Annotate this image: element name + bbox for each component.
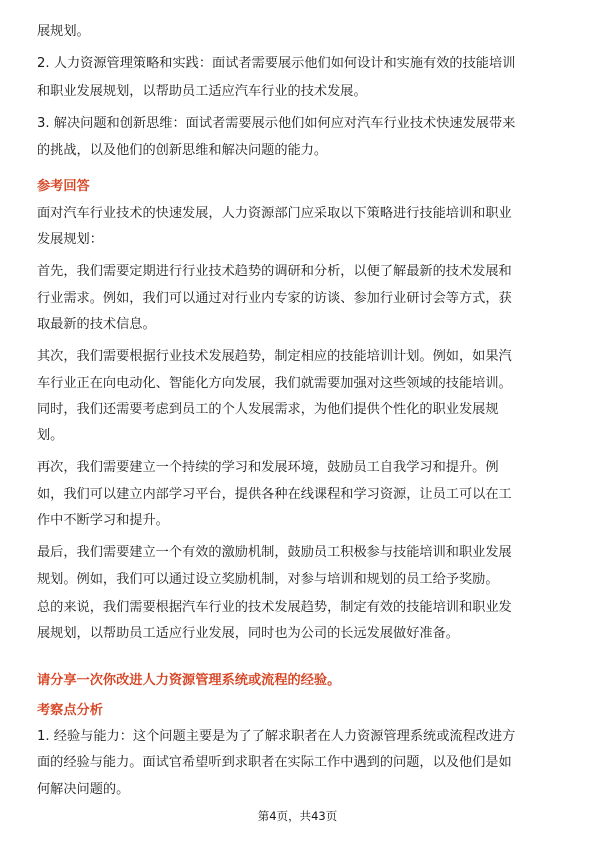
text-line: 规划。例如，我们可以通过设立奖励机制，对参与培训和规划的员工给予奖励。 [37, 571, 499, 587]
text-line: 再次，我们需要建立一个持续的学习和发展环境，鼓励员工自我学习和提升。例 [37, 460, 499, 476]
page-number-footer: 第4页，共43页 [257, 809, 338, 823]
text-line: 如，我们可以建立内部学习平台，提供各种在线课程和学习资源，让员工可以在工 [37, 486, 512, 502]
text-line: 1. 经验与能力：这个问题主要是为了了解求职者在人力资源管理系统或流程改进方 [37, 729, 516, 745]
text-line: 2. 人力资源管理策略和实践：面试者需要展示他们如何设计和实施有效的技能培训 [37, 56, 516, 72]
text-line: 和职业发展规划，以帮助员工适应汽车行业的技术发展。 [37, 83, 367, 99]
page-content [37, 0, 565, 803]
question-heading: 请分享一次你改进人力资源管理系统或流程的经验。 [37, 672, 341, 688]
analysis-heading: 考察点分析 [37, 702, 103, 718]
text-line: 车行业正在向电动化、智能化方向发展，我们就需要加强对这些领域的技能培训。 [37, 375, 512, 391]
text-line: 总的来说，我们需要根据汽车行业的技术发展趋势，制定有效的技能培训和职业发 [37, 599, 512, 615]
text-line: 面对汽车行业技术的快速发展，人力资源部门应采取以下策略进行技能培训和职业 [37, 205, 512, 221]
reference-answer-heading: 参考回答 [37, 179, 90, 195]
text-line: 划。 [37, 428, 64, 444]
text-line: 同时，我们还需要考虑到员工的个人发展需求，为他们提供个性化的职业发展规 [37, 401, 499, 417]
text-line: 发展规划： [37, 232, 103, 248]
text-line: 何解决问题的。 [37, 781, 130, 797]
text-line: 展规划，以帮助员工适应行业发展，同时也为公司的长远发展做好准备。 [37, 626, 459, 642]
text-line: 作中不断学习和提升。 [37, 513, 169, 529]
text-line: 展规划。 [37, 24, 90, 39]
text-line: 行业需求。例如，我们可以通过对行业内专家的访谈、参加行业研讨会等方式，获 [37, 290, 512, 306]
text-line: 3. 解决问题和创新思维：面试者需要展示他们如何应对汽车行业技术快速发展带来 [37, 115, 516, 131]
text-line: 面的经验与能力。面试官希望听到求职者在实际工作中遇到的问题，以及他们是如 [37, 755, 512, 771]
text-line: 的挑战，以及他们的创新思维和解决问题的能力。 [37, 143, 328, 159]
text-line: 其次，我们需要根据行业技术发展趋势，制定相应的技能培训计划。例如，如果汽 [37, 349, 512, 365]
text-line: 取最新的技术信息。 [37, 316, 156, 332]
text-line: 最后，我们需要建立一个有效的激励机制，鼓励员工积极参与技能培训和职业发展 [37, 545, 512, 561]
text-line: 首先，我们需要定期进行行业技术趋势的调研和分析，以便了解最新的技术发展和 [37, 264, 512, 280]
